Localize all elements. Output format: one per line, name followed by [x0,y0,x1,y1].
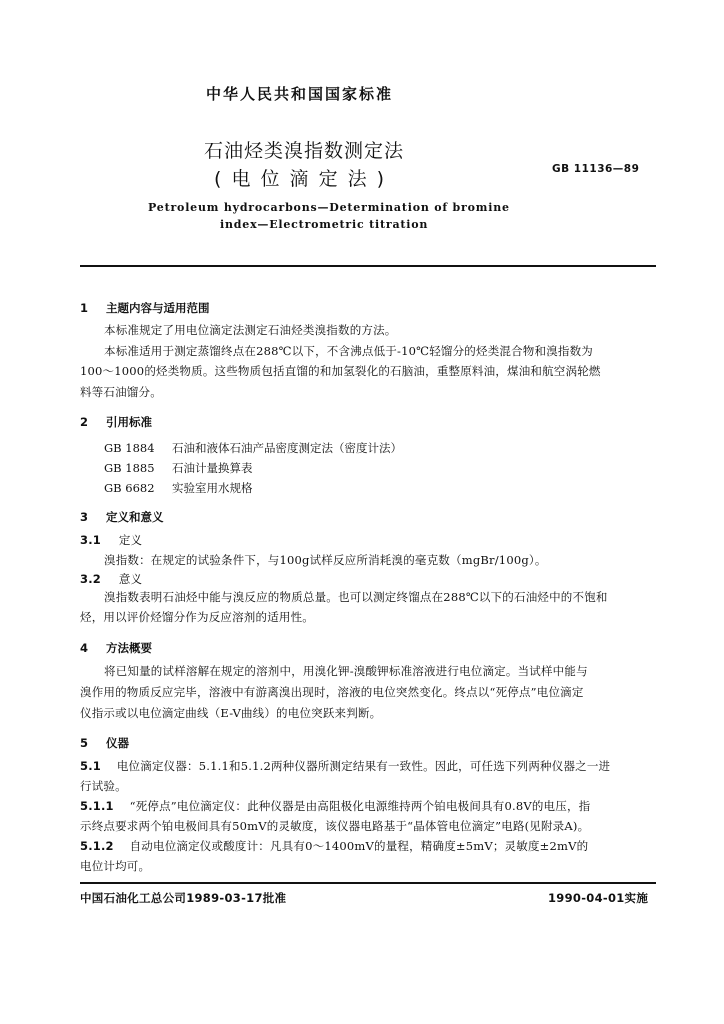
reference-name: 石油和液体石油产品密度测定法（密度计法） [172,441,402,455]
title-en-line2: index—Electrometric titration [220,218,429,231]
reference-code: GB 6682 [104,481,155,495]
section-1-paragraph-1: 本标准规定了用电位滴定法测定石油烃类溴指数的方法。 [104,323,397,337]
section-number: 2 [80,415,89,429]
standard-number: GB 11136—89 [552,163,640,175]
header-rule [80,265,656,267]
subsection-5-1-1-line1 [80,796,590,817]
section-title: 仪器 [106,736,130,750]
subsection-title: 意义 [118,572,143,586]
subsection-text: 自动电位滴定仪或酸度计：凡具有0～1400mV的量程，精确度±5mV；灵敏度±2mV的 [129,839,589,853]
subsection-title: 定义 [118,533,143,547]
subsection-text: “死停点”电位滴定仪：此种仪器是由高阻极化电源维持两个铂电极间具有0.8V的电压，指 [129,799,591,813]
section-number: 3 [80,510,89,524]
section-1-paragraph-2-line3: 料等石油馏分。 [80,385,162,399]
significance-line1: 溴指数表明石油烃中能与溴反应的物质总量。也可以测定终馏点在288℃以下的石油烃中的不饱和 [104,590,608,604]
method-summary-line1: 将已知量的试样溶解在规定的溶剂中，用溴化钾-溴酸钾标准溶液进行电位滴定。当试样中能与 [104,664,588,678]
section-5-heading [80,735,129,751]
subsection-5-1-line2: 行试验。 [80,779,127,793]
footer-rule [80,882,656,884]
method-summary-line3: 仪指示或以电位滴定曲线（E-V曲线）的电位突跃来判断。 [80,706,382,720]
subsection-number: 3.2 [80,572,101,586]
title-cn-line1: 石油烃类溴指数测定法 [204,140,405,162]
reference-code: GB 1885 [104,461,155,475]
subsection-5-1-line1 [80,756,610,777]
reference-row-1 [104,440,402,456]
subsection-number: 5.1.2 [80,839,114,853]
section-1-paragraph-2-line2: 100～1000的烃类物质。这些物质包括直馏的和加氢裂化的石脑油，重整原料油，煤油和航空涡轮燃 [80,364,601,378]
section-1-heading [80,300,210,316]
subsection-5-1-2-line2: 电位计均可。 [80,859,151,873]
section-3-heading [80,509,164,525]
section-number: 5 [80,736,89,750]
title-cn-line2: ( 电 位 滴 定 法 ) [214,168,387,190]
implementation-date: 1990-04-01实施 [548,891,649,905]
section-title: 定义和意义 [106,510,164,524]
method-summary-line2: 溴作用的物质反应完毕，溶液中有游离溴出现时，溶液的电位突然变化。终点以“死停点”电位滴定 [80,685,584,699]
section-number: 1 [80,301,89,315]
title-en-line1: Petroleum hydrocarbons—Determination of bromine [148,201,510,214]
section-number: 4 [80,641,89,655]
national-standard-heading: 中华人民共和国国家标准 [206,85,394,103]
section-title: 主题内容与适用范围 [106,301,210,315]
section-2-heading [80,414,152,430]
section-1-paragraph-2-line1: 本标准适用于测定蒸馏终点在288℃以下，不含沸点低于-10℃轻馏分的烃类混合物和溴指数为 [104,344,593,358]
section-4-heading [80,640,152,656]
reference-row-2 [104,460,253,476]
approval-date: 中国石油化工总公司1989-03-17批准 [80,891,287,905]
reference-row-3 [104,480,253,496]
subsection-3-1-heading [80,530,142,551]
significance-line2: 烃，用以评价烃馏分作为反应溶剂的适用性。 [80,610,314,624]
subsection-number: 5.1 [80,759,101,773]
subsection-5-1-1-line2: 示终点要求两个铂电极间具有50mV的灵敏度，该仪器电路基于“晶体管电位滴定”电路(见附录A)。 [80,819,590,833]
reference-name: 实验室用水规格 [172,481,253,495]
reference-code: GB 1884 [104,441,155,455]
reference-name: 石油计量换算表 [172,461,253,475]
subsection-5-1-2-line1 [80,836,588,857]
section-title: 方法概要 [106,641,153,655]
subsection-number: 5.1.1 [80,799,114,813]
section-title: 引用标准 [106,415,153,429]
definition-text: 溴指数：在规定的试验条件下，与100g试样反应所消耗溴的毫克数（mgBr/100g）。 [104,553,547,567]
subsection-number: 3.1 [80,533,101,547]
subsection-text: 电位滴定仪器：5.1.1和5.1.2两种仪器所测定结果有一致性。因此，可任选下列两种仪器之一进 [116,759,611,773]
